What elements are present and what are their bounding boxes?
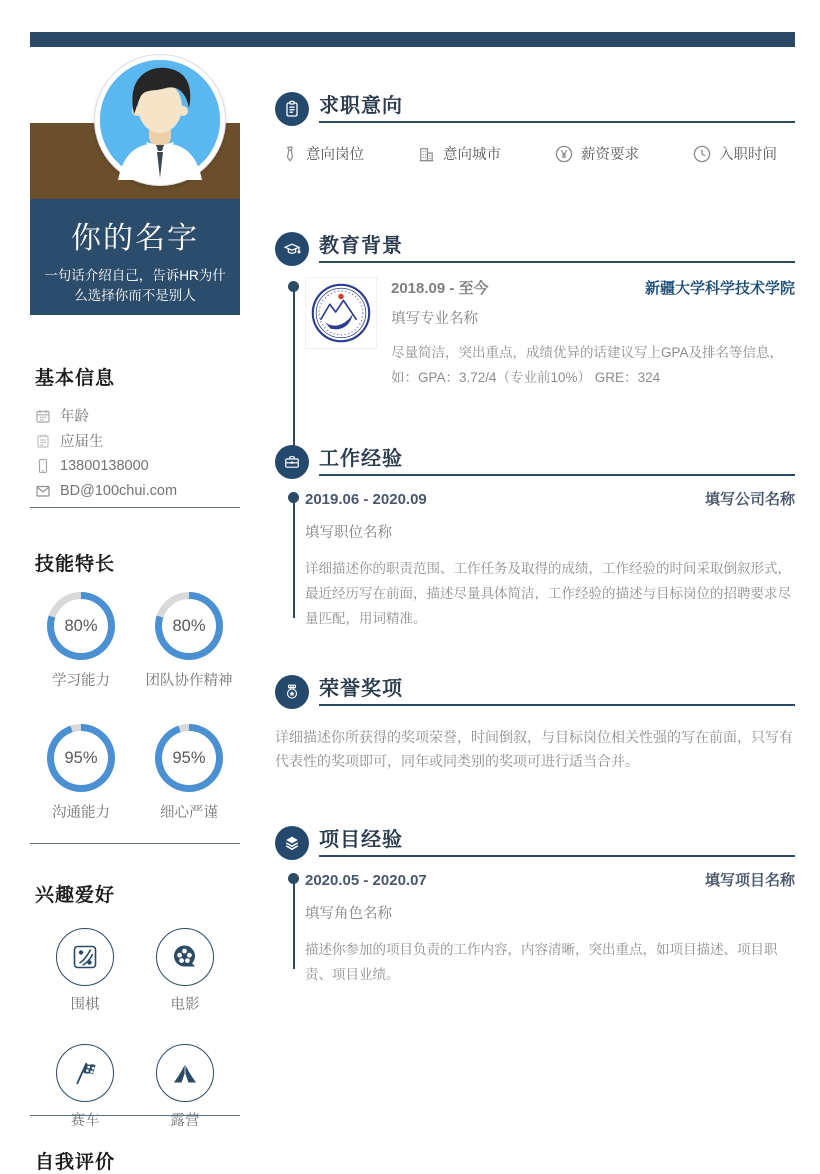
school-logo-seal (306, 278, 376, 348)
section-title: 项目经验 (319, 826, 795, 857)
go-board-icon (70, 942, 100, 972)
basic-item-label: 应届生 (60, 434, 104, 450)
work-entry (275, 488, 795, 631)
skill-percent: 80% (172, 616, 206, 635)
work-company: 填写公司名称 (704, 491, 795, 508)
skill-ring (155, 724, 223, 792)
intent-item-city (417, 143, 501, 164)
job-intention-row (275, 143, 795, 164)
skill-ring (155, 592, 223, 660)
skill-percent: 80% (64, 616, 98, 635)
skill-item (143, 592, 235, 690)
project-description: 描述你参加的项目负责的工作内容，内容清晰，突出重点，如项目描述、项目职责、项目业绩。 (305, 942, 778, 982)
skills-grid (35, 592, 235, 822)
basic-item-phone (35, 453, 235, 478)
hobby-label: 赛车 (70, 1113, 100, 1129)
timeline-dot (288, 281, 299, 292)
intent-item-position (281, 143, 364, 164)
section-header (275, 92, 795, 126)
section-projects (275, 826, 795, 987)
intent-label: 薪资要求 (581, 147, 639, 163)
intent-label: 意向城市 (443, 147, 501, 163)
timeline-line (293, 289, 295, 447)
skill-percent: 95% (172, 748, 206, 767)
hobby-item (145, 1044, 225, 1130)
candidate-tagline: 一句话介绍自己，告诉HR为什么选择你而不是别人 (44, 268, 226, 303)
project-role: 填写角色名称 (305, 906, 392, 922)
timeline-dot (288, 873, 299, 884)
section-honors (275, 675, 795, 773)
hobbies-title: 兴趣爱好 (35, 885, 116, 906)
timeline-line (293, 881, 295, 969)
project-entry (275, 869, 795, 987)
intent-label: 意向岗位 (306, 147, 364, 163)
basic-info-title: 基本信息 (35, 368, 116, 389)
skill-item (35, 724, 127, 822)
education-date: 2018.09 - 至今 (391, 280, 489, 297)
section-header (275, 675, 795, 709)
work-description: 详细描述你的职责范围、工作任务及取得的成绩，工作经验的时间采取倒叙形式，最近经历写在前面，描述尽量具体简洁，工作经验的描述与目标岗位的招聘要求尽量匹配，用词精准。 (305, 561, 791, 626)
sidebar-divider (30, 1115, 240, 1116)
intent-label: 入职时间 (719, 147, 777, 163)
school-logo (305, 277, 377, 349)
work-position: 填写职位名称 (305, 525, 392, 541)
tie-icon (281, 144, 299, 164)
section-title: 求职意向 (319, 92, 795, 123)
film-reel-icon (170, 942, 200, 972)
tent-icon (170, 1058, 200, 1088)
layers-icon (283, 834, 301, 852)
skill-item (143, 724, 235, 822)
hobby-label: 露营 (170, 1113, 200, 1129)
intent-item-salary (554, 143, 639, 164)
avatar (95, 55, 225, 185)
honors-description: 详细描述你所获得的奖项荣誉，时间倒叙，与目标岗位相关性强的写在前面，只写有代表性的奖项即可，同年或同类别的奖项可进行适当合并。 (275, 729, 793, 769)
skills-title: 技能特长 (35, 554, 116, 575)
section-header (275, 826, 795, 860)
education-school: 新疆大学科学技术学院 (644, 280, 795, 297)
briefcase-icon (283, 453, 301, 471)
section-header (275, 445, 795, 479)
section-title: 教育背景 (319, 232, 795, 263)
skill-item (35, 592, 127, 690)
skill-label: 细心严谨 (160, 805, 218, 821)
basic-info-list (35, 403, 235, 503)
section-job-intention (275, 92, 795, 164)
project-name: 填写项目名称 (704, 872, 795, 889)
mail-icon (35, 483, 51, 499)
skill-label: 沟通能力 (52, 805, 110, 821)
hobby-label: 围棋 (70, 997, 100, 1013)
basic-item-status (35, 428, 235, 453)
self-evaluation-title: 自我评价 (35, 1152, 116, 1173)
yen-icon (554, 144, 574, 164)
graduation-cap-icon (283, 240, 301, 258)
basic-item-label: 13800138000 (60, 457, 149, 474)
skill-percent: 95% (64, 748, 98, 767)
skill-label: 学习能力 (52, 673, 110, 689)
racing-flag-icon (70, 1058, 100, 1088)
basic-item-age (35, 403, 235, 428)
timeline-dot (288, 492, 299, 503)
notepad-icon (35, 433, 51, 449)
education-entry (275, 277, 795, 390)
clipboard-icon (283, 100, 301, 118)
basic-item-label: 年龄 (60, 409, 89, 425)
skill-label: 团队协作精神 (145, 673, 233, 689)
basic-item-email (35, 478, 235, 503)
section-education (275, 232, 795, 390)
avatar-illustration (100, 60, 220, 180)
section-title: 工作经验 (319, 445, 795, 476)
medal-icon (283, 683, 301, 701)
education-major: 填写专业名称 (391, 311, 478, 327)
candidate-name: 你的名字 (71, 222, 199, 255)
hobby-item (145, 928, 225, 1014)
sidebar-divider (30, 843, 240, 844)
calendar-icon (35, 408, 51, 424)
work-date: 2019.06 - 2020.09 (305, 491, 427, 508)
skill-ring (47, 592, 115, 660)
section-header (275, 232, 795, 266)
hobby-label: 电影 (170, 997, 200, 1013)
education-description: 尽量简洁，突出重点，成绩优异的话建议写上GPA及排名等信息，如：GPA：3.72/4（专业前10%） GRE：324 (391, 345, 784, 385)
name-box (30, 199, 240, 315)
section-work (275, 445, 795, 631)
phone-icon (35, 458, 51, 474)
hobbies-grid (45, 928, 225, 1130)
sidebar-divider (30, 507, 240, 508)
skill-ring (47, 724, 115, 792)
building-icon (417, 144, 436, 164)
clock-icon (692, 144, 712, 164)
section-title: 荣誉奖项 (319, 675, 795, 706)
basic-item-label: BD@100chui.com (60, 482, 178, 499)
project-date: 2020.05 - 2020.07 (305, 872, 427, 889)
sidebar (30, 0, 240, 1173)
timeline-line (293, 500, 295, 618)
hobby-item (45, 928, 125, 1014)
hobby-item (45, 1044, 125, 1130)
intent-item-start-date (692, 143, 777, 164)
